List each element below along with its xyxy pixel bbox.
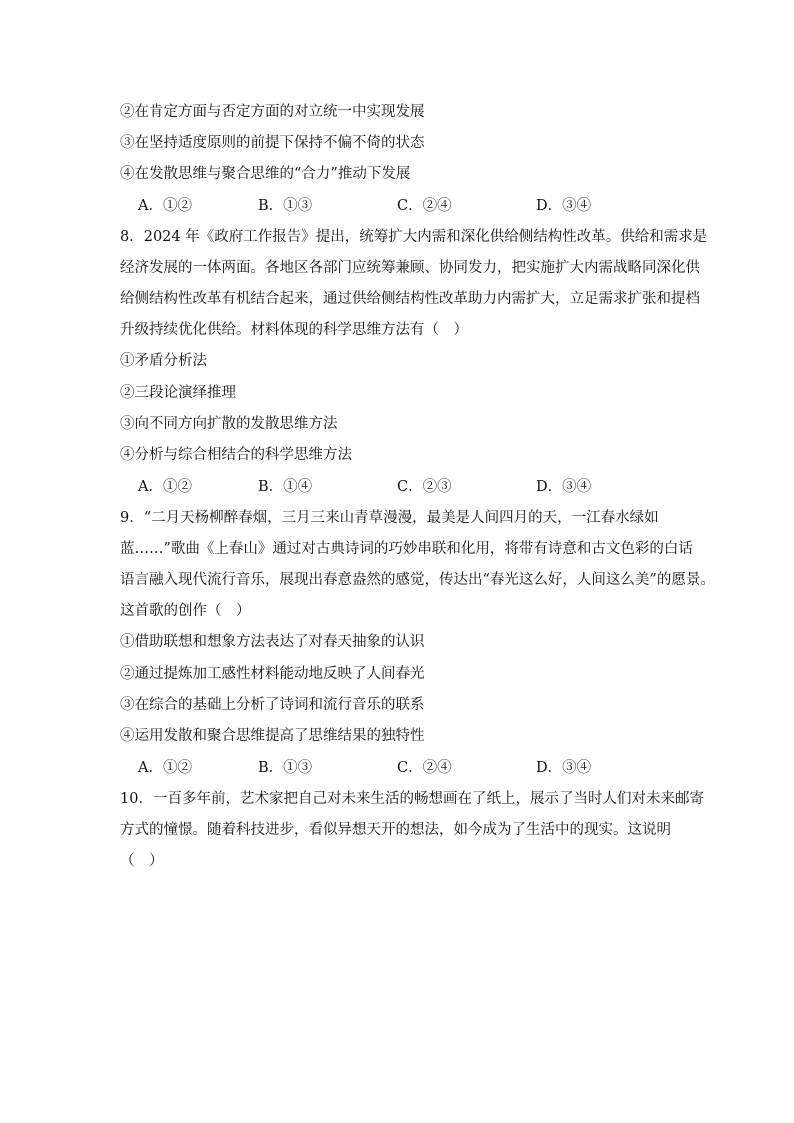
q9-stem-line-3: 语言融入现代流行音乐，展现出春意盎然的感觉，传达出“春光这么好，人间这么美”的愿景。: [120, 572, 715, 588]
q7-item-3: ③在坚持适度原则的前提下保持不偏不倚的状态: [120, 135, 425, 151]
q7-option-b: B．①③: [258, 198, 313, 214]
q8-item-1: ①矛盾分析法: [120, 353, 207, 369]
q9-item-4: ④运用发散和聚合思维提高了思维结果的独特性: [120, 728, 425, 744]
q8-option-d: D．③④: [536, 479, 592, 495]
q8-stem-line-2: 经济发展的一体两面。各地区各部门应统筹兼顾、协同发力，把实施扩大内需战略同深化供: [120, 260, 700, 276]
q8-options: [138, 477, 658, 497]
q8-item-3: ③向不同方向扩散的发散思维方法: [120, 416, 338, 432]
q8-option-b: B．①④: [258, 479, 313, 495]
q10-stem-line-3: （ ）: [120, 853, 164, 869]
q9-item-2: ②通过提炼加工感性材料能动地反映了人间春光: [120, 666, 425, 682]
q9-option-a: A．①②: [138, 760, 192, 776]
q7-item-4: ④在发散思维与聚合思维的“合力”推动下发展: [120, 166, 411, 182]
q8-item-2: ②三段论演绎推理: [120, 385, 236, 401]
q7-option-a: A．①②: [138, 198, 192, 214]
q9-stem-line-4: 这首歌的创作（ ）: [120, 603, 251, 619]
q8-option-c: C．②③: [397, 479, 452, 495]
q9-option-d: D．③④: [536, 760, 592, 776]
q9-option-c: C．②④: [397, 760, 452, 776]
q9-options: [138, 758, 658, 778]
q7-option-c: C．②④: [397, 198, 452, 214]
q7-item-2: ②在肯定方面与否定方面的对立统一中实现发展: [120, 104, 425, 120]
q8-stem-line-1: 8．2024 年《政府工作报告》提出，统筹扩大内需和深化供给侧结构性改革。供给和需求是: [120, 229, 708, 245]
q9-item-1: ①借助联想和想象方法表达了对春天抽象的认识: [120, 634, 425, 650]
q8-option-a: A．①②: [138, 479, 192, 495]
q7-option-d: D．③④: [536, 198, 592, 214]
q9-item-3: ③在综合的基础上分析了诗词和流行音乐的联系: [120, 697, 425, 713]
q9-stem-line-1: 9．“二月天杨柳醉春烟，三月三来山青草漫漫，最美是人间四月的天，一江春水绿如: [120, 510, 659, 526]
q7-options: [138, 196, 658, 216]
q10-stem-line-1: 10．一百多年前，艺术家把自己对未来生活的畅想画在了纸上，展示了当时人们对未来邮寄: [120, 791, 704, 807]
q9-option-b: B．①③: [258, 760, 313, 776]
q8-item-4: ④分析与综合相结合的科学思维方法: [120, 447, 352, 463]
q10-stem-line-2: 方式的憧憬。随着科技进步，看似异想天开的想法，如今成为了生活中的现实。这说明: [120, 822, 671, 838]
q8-stem-line-3: 给侧结构性改革有机结合起来，通过供给侧结构性改革助力内需扩大，立足需求扩张和提档: [120, 291, 700, 307]
q8-stem-line-4: 升级持续优化供给。材料体现的科学思维方法有（ ）: [120, 322, 468, 338]
q9-stem-line-2: 蓝……”歌曲《上春山》通过对古典诗词的巧妙串联和化用，将带有诗意和古文色彩的白话: [120, 541, 693, 557]
